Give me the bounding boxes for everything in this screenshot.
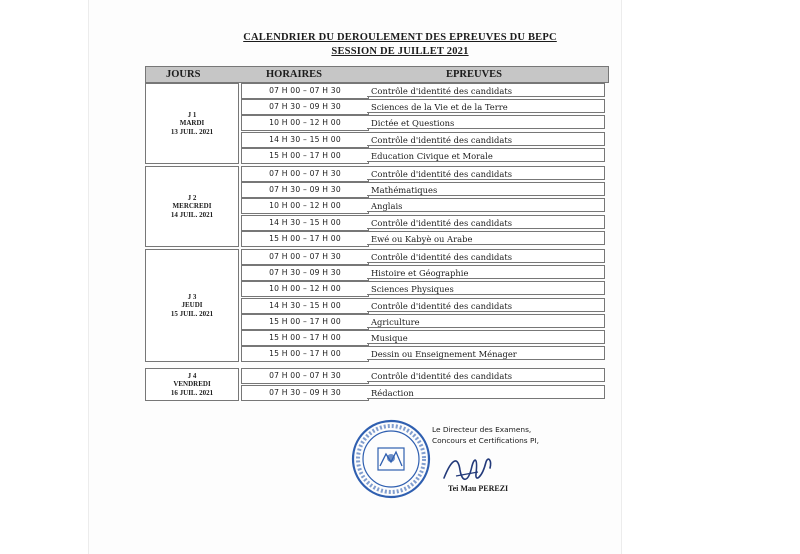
day-date: 15 JUIL. 2021 bbox=[170, 309, 214, 318]
subject-cell: Rédaction bbox=[367, 385, 605, 399]
subject-cell: Contrôle d'identité des candidats bbox=[367, 166, 605, 180]
day-num: J 1 bbox=[187, 110, 197, 119]
time-slot-cell: 15 H 00 – 17 H 00 bbox=[241, 148, 369, 164]
day-cell bbox=[145, 249, 239, 362]
time-slot-cell: 10 H 00 – 12 H 00 bbox=[241, 198, 369, 214]
subject-cell: Musique bbox=[367, 330, 605, 344]
session-title: SESSION DE JUILLET 2021 bbox=[331, 46, 469, 57]
time-slot-cell: 15 H 00 – 17 H 00 bbox=[241, 231, 369, 247]
subject-cell: Contrôle d'identité des candidats bbox=[367, 215, 605, 229]
header-epreuves: EPREUVES bbox=[446, 69, 503, 80]
table-header bbox=[145, 66, 609, 83]
subject-cell: Contrôle d'identité des candidats bbox=[367, 132, 605, 146]
document-title: CALENDRIER DU DEROULEMENT DES EPREUVES DU BEPC bbox=[243, 32, 557, 43]
day-weekday: MERCREDI bbox=[172, 202, 212, 211]
subject-cell: Anglais bbox=[367, 198, 605, 212]
signatory-title-line2: Concours et Certifications PI, bbox=[432, 436, 539, 445]
day-cell bbox=[145, 368, 239, 400]
time-slot-cell: 07 H 00 – 07 H 30 bbox=[241, 83, 369, 99]
subject-cell: Sciences de la Vie et de la Terre bbox=[367, 99, 605, 113]
time-slot-cell: 10 H 00 – 12 H 00 bbox=[241, 281, 369, 297]
day-num: J 2 bbox=[187, 193, 197, 202]
day-date: 16 JUIL. 2021 bbox=[170, 388, 214, 397]
day-weekday: JEUDI bbox=[181, 301, 203, 310]
subject-cell: Dictée et Questions bbox=[367, 115, 605, 129]
subject-cell: Education Civique et Morale bbox=[367, 148, 605, 162]
subject-cell: Contrôle d'identité des candidats bbox=[367, 368, 605, 382]
time-slot-cell: 07 H 30 – 09 H 30 bbox=[241, 385, 369, 401]
header-horaires: HORAIRES bbox=[266, 69, 323, 80]
time-slot-cell: 14 H 30 – 15 H 00 bbox=[241, 215, 369, 231]
day-weekday: VENDREDI bbox=[173, 380, 211, 389]
time-slot-cell: 10 H 00 – 12 H 00 bbox=[241, 115, 369, 131]
time-slot-cell: 14 H 30 – 15 H 00 bbox=[241, 132, 369, 148]
subject-cell: Contrôle d'identité des candidats bbox=[367, 249, 605, 263]
day-cell bbox=[145, 166, 239, 247]
time-slot-cell: 14 H 30 – 15 H 00 bbox=[241, 298, 369, 314]
day-num: J 4 bbox=[187, 371, 197, 380]
time-slot-cell: 07 H 30 – 09 H 30 bbox=[241, 265, 369, 281]
day-num: J 3 bbox=[187, 292, 197, 301]
time-slot-cell: 07 H 30 – 09 H 30 bbox=[241, 99, 369, 115]
subject-cell: Ewé ou Kabyè ou Arabe bbox=[367, 231, 605, 245]
subject-cell: Sciences Physiques bbox=[367, 281, 605, 295]
subject-cell: Contrôle d'identité des candidats bbox=[367, 298, 605, 312]
header-jours: JOURS bbox=[166, 69, 201, 80]
day-date: 14 JUIL. 2021 bbox=[170, 210, 214, 219]
signatory-name: Tei Mau PEREZI bbox=[448, 484, 509, 493]
time-slot-cell: 15 H 00 – 17 H 00 bbox=[241, 314, 369, 330]
time-slot-cell: 07 H 00 – 07 H 30 bbox=[241, 249, 369, 265]
time-slot-cell: 07 H 30 – 09 H 30 bbox=[241, 182, 369, 198]
time-slot-cell: 07 H 00 – 07 H 30 bbox=[241, 368, 369, 384]
subject-cell: Dessin ou Enseignement Ménager bbox=[367, 346, 605, 360]
official-stamp-icon bbox=[350, 418, 432, 500]
time-slot-cell: 15 H 00 – 17 H 00 bbox=[241, 346, 369, 362]
subject-cell: Contrôle d'identité des candidats bbox=[367, 83, 605, 97]
day-weekday: MARDI bbox=[179, 119, 205, 128]
day-date: 13 JUIL. 2021 bbox=[170, 127, 214, 136]
day-cell bbox=[145, 83, 239, 164]
subject-cell: Agriculture bbox=[367, 314, 605, 328]
signatory-title-line1: Le Directeur des Examens, bbox=[432, 425, 532, 434]
time-slot-cell: 15 H 00 – 17 H 00 bbox=[241, 330, 369, 346]
time-slot-cell: 07 H 00 – 07 H 30 bbox=[241, 166, 369, 182]
subject-cell: Mathématiques bbox=[367, 182, 605, 196]
subject-cell: Histoire et Géographie bbox=[367, 265, 605, 279]
